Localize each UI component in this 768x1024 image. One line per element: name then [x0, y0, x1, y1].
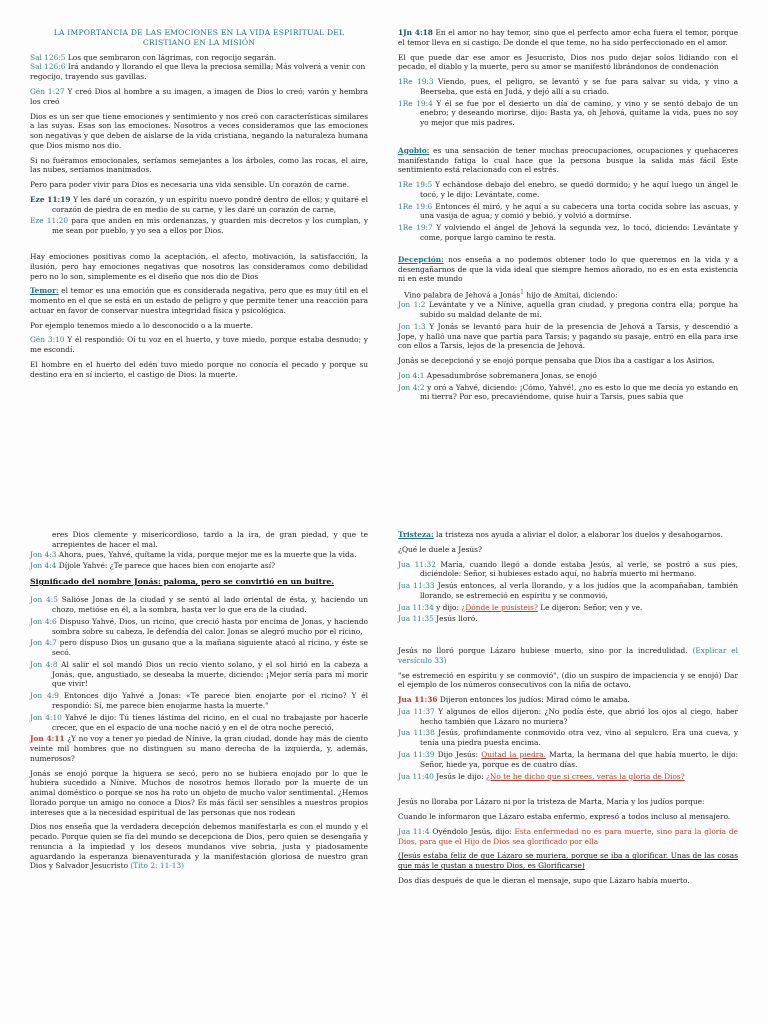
subtitle-text: Significado del nombre Jonás: paloma, pero se convirtió en un buitre. — [30, 577, 334, 587]
section-heading: Agobio: — [398, 145, 430, 155]
verse-ref: Jua 11:39 — [398, 750, 435, 760]
paragraph: Jonás se decepcionó y se enojó porque pensaba que Dios iba a castigar a los Asirios. — [398, 356, 715, 366]
verse-text: Jesús, profundamente conmovido otra vez, vino al sepulcro. Era una cueva, y tenía una piedra puesta encima. — [420, 728, 738, 748]
verse-ref: Sal 126:6 — [30, 62, 66, 72]
verse-1re-19-5 — [398, 180, 738, 200]
top-left-column — [30, 28, 368, 384]
jesus-words: ¿No te he dicho que si crees, verás la gloria de Dios? — [485, 771, 685, 781]
verse-ref: 1Re 19:5 — [398, 180, 433, 190]
jesus-words: Esta enfermedad no es para muerte, sino para la gloria de Dios, para que el Hijo de Dios sea glorificado por ella — [398, 826, 738, 846]
verse-jon-4-5 — [30, 595, 368, 615]
verse-ref: 1Re 19:3 — [398, 77, 434, 87]
verse-ref: Jon 4:8 — [30, 659, 58, 669]
top-right-column — [398, 28, 738, 404]
verse-text: Jesús entonces, al verla llorando, y a los judíos que la acompañaban, también llorando, se estremeció en espíritu y se conmovió, — [420, 581, 738, 600]
verse-text: Y les daré un corazón, y un espíritu nuevo pondré dentro de ellos; y quitaré el corazón de piedra de en medio de su carne, y les daré un corazón de carne, — [52, 194, 368, 214]
verse-text: y oró a Yahvé, diciendo: ¡Cómo, Yahvé!, ¿no es esto lo que me decía yo estando en mi tierra? Por eso, precaviéndome, quise huir a Tarsis, pues sabía que — [420, 382, 738, 402]
verse-text: Jesús le dijo: — [436, 771, 484, 781]
section-decepcion — [398, 255, 738, 284]
verse-ref: (Tito 2: 11-13) — [130, 861, 185, 871]
verse-ref: Jon 4:9 — [30, 691, 59, 701]
verse-text: ¿Y no voy a tener yo piedad de Nínive, la gran ciudad, donde hay más de ciento veinte mil hombres que no distinguen su mano derecha de la izquierda, y, además, numerosos? — [30, 734, 368, 763]
verse-text: Irá andando y llorando el que lleva la preciosa semilla; Más volverá a venir con regocijo, trayendo sus gavillas. — [30, 62, 366, 82]
document-title: LA IMPORTANCIA DE LAS EMOCIONES EN LA VIDA ESPIRITUAL DEL CRISTIANO EN LA MISIÓN — [53, 28, 345, 47]
paragraph: El hombre en el huerto del edén tuvo miedo porque no conocía el pecado y porque su destino era en sí incierto, el castigo de Dios: la muerte. — [30, 359, 368, 379]
section-agobio — [398, 146, 738, 175]
paragraph: Jesús no lloraba por Lázaro ni por la tristeza de Marta, María y los judíos porque: — [398, 797, 705, 807]
verse-jon-4-2 — [398, 383, 738, 403]
verse-text: Entonces él miró, y he aquí a su cabecera una torta cocida sobre las ascuas, y una vasija de agua; y comió y bebió, y volvió a dormirse. — [420, 201, 739, 221]
verse-1re-19-3 — [398, 77, 738, 97]
verse-text: Y Jonás se levantó para huir de la presencia de Jehová a Tarsis, y descendió a Jope, y halló una nave que partía para Tarsis; y pagando su pasaje, entró en ella para irse con ellos a Tarsis, lejos de la presencia de Jehová. — [398, 321, 738, 351]
verse-jua-11-32 — [398, 560, 738, 580]
verse-text: y dijo: — [436, 602, 459, 612]
verse-jua-11-37 — [398, 707, 738, 727]
verse-ref: 1Jn 4:18 — [398, 28, 433, 37]
verse-ref: 1Re 19:4 — [398, 98, 433, 108]
verse-text: Salióse Jonas de la ciudad y se sentó al lado oriental de ésta, y, haciendo un chozo, metióse en él, a la sombra, hasta ver lo que era de la ciudad. — [52, 595, 368, 615]
verse-eze-11-20 — [30, 216, 368, 236]
verse-jon-1-1 — [398, 289, 738, 300]
verse-jon-4-10 — [30, 713, 368, 733]
verse-ref: Jon 1:3 — [398, 321, 426, 331]
verse-text: Apesadumbróse sobremanera Jonas, se enojó — [426, 370, 597, 380]
section-text: el temor es una emoción que es considerada negativa, pero que es muy útil en el momento en el que se está en un estado de peligro y que permite tener una reacción para actuar en favor de conservar nuestra integridad física y psicológica. — [30, 286, 368, 315]
question: ¿Qué le duele a Jesús? — [398, 544, 482, 554]
verse-ref: Jon 4:11 — [30, 734, 65, 744]
jesus-words: ¿Dónde le pusisteis? — [461, 602, 538, 612]
verse-text: Vino palabra de Jehová a Jonás — [404, 290, 521, 300]
bottom-right-column — [398, 530, 738, 891]
verse-ref: Jua 11:34 — [398, 602, 434, 612]
verse-jon-4-1 — [398, 371, 738, 381]
verse-ref: Jon 4:5 — [30, 595, 58, 605]
verse-text: Y él respondió: Oí tu voz en el huerto, y tuve miedo, porque estaba desnudo; y me escondí. — [30, 335, 368, 355]
verse-1re-19-6 — [398, 202, 738, 222]
verse-text: para que anden en mis ordenanzas, y guarden mis decretos y los cumplan, y me sean por pueblo, y yo sea a ellos por Dios. — [52, 216, 368, 236]
verse-text: Oyéndolo Jesús, dijo: — [432, 826, 512, 836]
verse-ref: Jon 4:3 — [30, 549, 57, 559]
verse-text: Levántate y ve a Nínive, aquella gran ciudad, y pregona contra ella; porque ha subido su maldad delante de mí. — [420, 300, 739, 320]
verse-ref: Eze 11:19 — [30, 194, 71, 204]
verse-1re-19-7 — [398, 223, 738, 243]
paragraph: Si no fuéramos emocionales, seríamos semejantes a los árboles, como las rocas, el aire, las nubes, seríamos inanimados. — [30, 155, 368, 175]
note: (Explicar el versículo 33) — [398, 646, 738, 665]
bottom-left-column — [30, 530, 368, 876]
verse-jua-11-36 — [398, 695, 738, 705]
verse-sal-126-6 — [30, 62, 368, 82]
verse-ref: Jua 11:33 — [398, 581, 435, 591]
verse-text: Los que sembraron con lágrimas, con regocijo segarán. — [67, 52, 277, 62]
subtitle-jonas — [30, 577, 368, 587]
verse-ref: Gén 1:27 — [30, 87, 65, 97]
verse-jon-4-9 — [30, 691, 368, 711]
verse-text: Y creó Dios al hombre a su imagen, a imagen de Dios lo creó; varón y hembra los creó — [30, 87, 368, 106]
verse-text: pero dispuso Dios un gusano que a la mañana siguiente atacó al ricino, y éste se secó. — [52, 638, 369, 658]
verse-ref: Jua 11:35 — [398, 614, 434, 624]
verse-ref: 1Re 19:6 — [398, 201, 433, 211]
verse-text: Dispuso Yahvé, Dios, un ricino, que creció hasta por encima de Jonas, y haciendo sombra sobre su cabeza, le defendía del calor. Jonas se alegró mucho por el ricino, — [52, 616, 368, 636]
paragraph-text: Jesús no lloró porque Lázaro hubiese muerto, sino por la incredulidad. — [398, 646, 688, 656]
verse-text: hijo de Amitai, diciendo: — [526, 290, 618, 300]
verse-text: María, cuando llegó a donde estaba Jesús, al verle, se postró a sus pies, diciéndole: Señor, si hubieses estado aquí, no habría muerto mi hermano. — [420, 559, 738, 579]
verse-gen-1-27 — [30, 87, 368, 107]
paragraph-incredulidad — [398, 646, 738, 666]
verse-text: Entonces dijo Yahvé a Jonas: «Te parece bien enojarte por el ricino? Y él respondió: Sí, me parece bien enojarme hasta la muerte." — [52, 691, 368, 710]
verse-text: Y algunos de ellos dijeron: ¿No podía éste, que abrió los ojos al ciego, haber hecho también que Lázaro no muriera? — [420, 706, 738, 726]
verse-text: Yahvé le dijo: Tú tienes lástima del ricino, en el cual no trabajaste por hacerle crecer, que en el espacio de una noche nació y en el de otra noche pereció, — [52, 712, 369, 732]
verse-text: Jesús lloró. — [436, 614, 478, 624]
verse-ref: Jon 4:6 — [30, 616, 57, 626]
verse-jua-11-38 — [398, 728, 738, 748]
paragraph: Dos días después de que le dieran el mensaje, supo que Lázaro había muerto. — [398, 875, 690, 885]
verse-ref: Jon 4:7 — [30, 638, 57, 648]
verse-text: Dijeron entonces los judíos: Mirad cómo le amaba. — [439, 695, 630, 705]
verse-ref: Eze 11:20 — [30, 216, 69, 226]
verse-text: Dijo Jesús: — [437, 750, 479, 760]
verse-jon-1-2 — [398, 300, 738, 320]
paragraph-text: Dios nos enseña que la verdadera decepción debemos manifestarla es con el mundo y el pecado. Porque quien se fía del mundo se decepciona de Dios, pero quien se desengaña y renuncia a la impiedad y los deseos mundanos vive sobria, justa y piadosamente aguardando la esperanza bienaventurada y la manifestación gloriosa de nuestro gran Dios y Salvador Jesucristo — [30, 822, 368, 871]
verse-1jn-4-18 — [398, 28, 738, 48]
verse-ref: Jon 4:1 — [398, 370, 425, 380]
verse-ref: 1Re 19:7 — [398, 223, 433, 233]
verse-text: Viendo, pues, el peligro, se levantó y se fue para salvar su vida, y vino a Beerseba, que está en Judá, y dejó allí a su criado. — [420, 77, 738, 96]
paragraph: Pero para poder vivir para Dios es necesaria una vida sensible. Un corazón de carne. — [30, 180, 350, 190]
verse-sal-126-5 — [30, 53, 368, 63]
paragraph: Cuando le informaron que Lázaro estaba enfermo, expresó a todos incluso al mensajero. — [398, 812, 731, 822]
verse-ref: Jua 11:37 — [398, 706, 435, 716]
verse-jua-11-4 — [398, 827, 738, 847]
verse-ref: Jua 11:38 — [398, 728, 435, 738]
verse-text: Ahora, pues, Yahvé, quítame la vida, porque mejor me es la muerte que la vida. — [58, 549, 357, 559]
verse-text: Y volviendo el ángel de Jehová la segunda vez, lo tocó, diciendo: Levántate y come, porque largo camino te resta. — [420, 223, 738, 243]
verse-text: Al salir el sol mandó Dios un recio viento solano, y el sol hirió en la cabeza a Jonás, que, angustiado, se deseaba la muerte, diciendo: ¡Mejor sería para mí morir que vivir! — [52, 659, 368, 689]
verse-text: Le dijeron: Señor, ven y ve. — [540, 602, 643, 612]
paragraph: "se estremeció en espíritu y se conmovió", (dio un suspiro de impaciencia y se enojó) Dar el ejemplo de los números consecutivos con la niña de octavo. — [398, 670, 738, 690]
section-text: la tristeza nos ayuda a aliviar el dolor, a elaborar los duelos y desahogarnos. — [436, 530, 723, 539]
verse-ref: Jua 11:36 — [398, 695, 438, 705]
section-text: nos enseña a no podemos obtener todo lo que queremos en la vida y a desengañarnos de que la vida ideal que siempre hemos añorado, no es en esta existencia ni en este mundo — [398, 254, 738, 284]
section-heading: Decepción: — [398, 254, 444, 264]
verse-text: Y él se fue por el desierto un día de camino, y vino y se sentó debajo de un enebro; y deseando morirse, dijo: Basta ya, oh Jehová, quítame la vida, pues no soy yo mejor que mis padres. — [420, 98, 738, 128]
paragraph-note: (Jesús estaba feliz de que Lázaro se muriera, porque se iba a glorificar. Unas de las cosas que más le gustan a nuestro Dios, es Glorificarse) — [398, 851, 738, 871]
verse-ref: Jua 11:4 — [398, 826, 430, 836]
verse-eze-11-19 — [30, 195, 368, 215]
verse-jua-11-35 — [398, 614, 738, 624]
verse-jon-1-3 — [398, 322, 738, 351]
paragraph-decepcion — [30, 822, 368, 871]
verse-text: En el amor no hay temor, sino que el perfecto amor echa fuera el temor, porque el temor lleva en sí castigo. De donde el que teme, no ha sido perfeccionado en el amor. — [398, 28, 738, 47]
verse-jua-11-34 — [398, 603, 738, 613]
verse-jon-4-4 — [30, 561, 368, 571]
verse-continuation: eres Dios clemente y misericordioso, tardo a la ira, de gran piedad, y que te arrepientes de hacer el mal. — [52, 530, 368, 549]
verse-ref: Jon 4:10 — [30, 712, 62, 722]
verse-jon-4-6 — [30, 617, 368, 637]
verse-ref: Jua 11:40 — [398, 771, 434, 781]
verse-jua-11-39 — [398, 750, 738, 770]
section-text: es una sensación de tener muchas preocupaciones, ocupaciones y quehaceres manifestando fatiga lo cual hace que la persona busque la salida más fácil Este sentimiento está relacionado con el estrés. — [398, 145, 738, 175]
paragraph: Por ejemplo tenemos miedo a lo desconocido o a la muerte. — [30, 320, 253, 330]
verse-jua-11-33 — [398, 581, 738, 601]
jesus-words: Quitad la piedra. — [481, 750, 547, 760]
verse-1re-19-4 — [398, 99, 738, 128]
section-temor — [30, 286, 368, 315]
section-heading: Temor: — [30, 286, 59, 296]
paragraph: Dios es un ser que tiene emociones y sentimiento y nos creó con características similares a las suyas. Esas son las emociones. Nosotros a veces consideramos que las emociones son negativas y que deben de aislarse de la vida cristiana, negando la naturaleza humana que Dios mismo nos dio. — [30, 111, 368, 150]
verse-jon-4-3 — [30, 550, 368, 560]
verse-ref: Jon 4:4 — [30, 561, 57, 571]
footnote-ref: 1 — [520, 289, 525, 297]
verse-text: Díjole Yahvé: ¿Te parece que haces bien con enojarte así? — [58, 561, 276, 571]
verse-ref: Gén 3:10 — [30, 335, 65, 345]
verse-ref: Jon 4:2 — [398, 382, 425, 392]
section-heading: Tristeza: — [398, 530, 434, 539]
verse-gen-3-10 — [30, 335, 368, 355]
verse-jua-11-40 — [398, 772, 738, 782]
paragraph: El que puede dar ese amor es Jesucristo, Dios nos pudo dejar solos lidiando con el pecado, el diablo y la muerte, pero su amor se manifestó librándonos de condenación — [398, 52, 738, 72]
verse-ref: Jon 1:2 — [398, 300, 426, 310]
section-tristeza — [398, 530, 738, 540]
verse-text: Y echándose debajo del enebro, se quedó dormido; y he aquí luego un ángel le tocó, y le dijo: Levántate, come. — [420, 180, 738, 199]
verse-jon-4-11 — [30, 734, 368, 763]
paragraph: Hay emociones positivas como la aceptación, el afecto, motivación, la satisfacción, la ilusión, pero hay emociones negativas que nosotros las consideramos como debilidad pero no lo son, simplemente es el diseño que nos dio de Dios — [30, 251, 368, 281]
verse-jon-4-7 — [30, 638, 368, 658]
verse-text: Marta, la hermana del que había muerto, le dijo: Señor, hiede ya, porque es de cuatro días. — [420, 750, 738, 769]
verse-ref: Sal 126:5 — [30, 52, 66, 62]
verse-ref: Jua 11:32 — [398, 559, 436, 569]
verse-jon-4-8 — [30, 660, 368, 689]
paragraph: Jonás se enojó porque la higuera se secó, pero no se hubiera enojado por lo que le hubiera sucedido a Nínive. Muchos de nosotros hemos llorado por la muerte de un animal doméstico o porque se nos ha roto un objeto de mucho valor sentimental. ¿Hemos llorado porque un amigo no conoce a Dios? Es más fácil ser sensibles a nuestros propios intereses que a la necesidad espiritual de las personas que nos rodean — [30, 768, 368, 817]
